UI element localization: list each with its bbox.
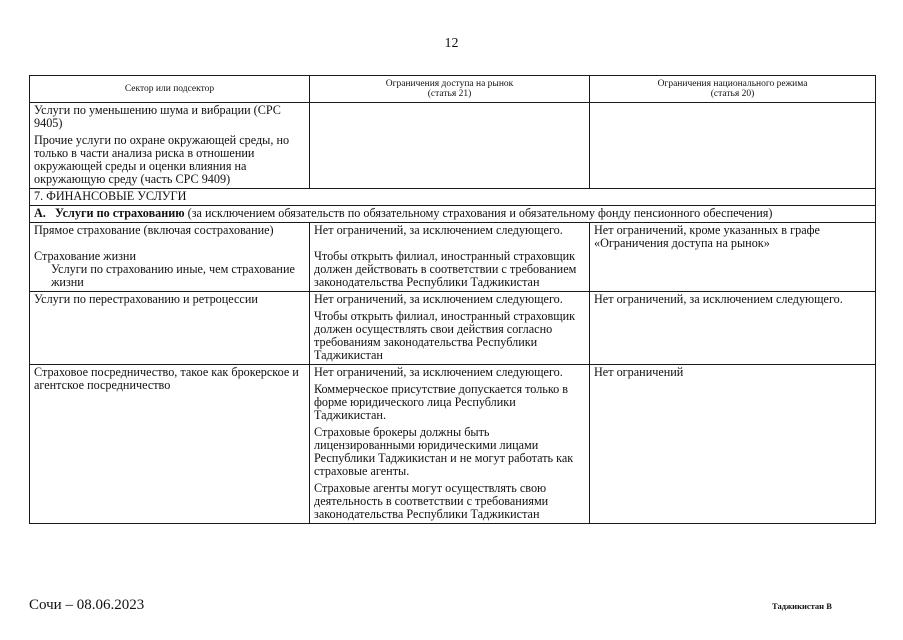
header-market-access-line1: Ограничения доступа на рынок: [385, 78, 514, 89]
commitments-table: [29, 75, 876, 524]
broker-ma-p4: Страховые агенты могут осуществлять свою деятельность в соответствии с требованиями законодательства Республики Таджикистан: [314, 481, 549, 521]
table-row-intermediation: [30, 365, 876, 524]
reinsurance-label: Услуги по перестрахованию и ретроцессии: [34, 292, 258, 306]
env-noise-services: Услуги по уменьшению шума и вибрации (СРС 9405): [34, 103, 281, 130]
cell-env-market-access: [310, 103, 590, 189]
header-national-treatment: [590, 76, 876, 103]
footer-place-date: Сочи – 08.06.2023: [29, 597, 145, 613]
direct-ma-p1: Нет ограничений, за исключением следующего.: [314, 223, 563, 237]
header-market-access-line2: (статья 21): [427, 89, 472, 99]
intermediation-label: Страховое посредничество, такое как брокерское и агентское посредничество: [34, 365, 299, 392]
table-row-direct-insurance: [30, 223, 876, 292]
cell-direct-sector: [30, 223, 310, 292]
cell-reins-national-treatment: [590, 292, 876, 365]
subsection-label: A.: [34, 206, 46, 220]
subsection-title: Услуги по страхованию: [55, 206, 185, 220]
non-life-insurance-label: Услуги по страхованию иные, чем страхование жизни: [51, 262, 295, 289]
cell-direct-market-access: [310, 223, 590, 292]
section-title-financial: 7. ФИНАНСОВЫЕ УСЛУГИ: [30, 189, 876, 206]
cell-reins-sector: [30, 292, 310, 365]
cell-direct-national-treatment: [590, 223, 876, 292]
table-row-reinsurance: [30, 292, 876, 365]
broker-nt-text: Нет ограничений: [594, 365, 684, 379]
table-row-environment: [30, 103, 876, 189]
header-market-access: [310, 76, 590, 103]
section-row-financial: [30, 189, 876, 206]
header-national-treatment-line2: (статья 20): [710, 89, 755, 99]
header-sector: [30, 76, 310, 103]
cell-reins-market-access: [310, 292, 590, 365]
life-insurance-label: Страхование жизни: [34, 249, 136, 263]
direct-nt-text: Нет ограничений, кроме указанных в графе «Ограничения доступа на рынок»: [594, 223, 820, 250]
cell-broker-sector: [30, 365, 310, 524]
broker-ma-p1: Нет ограничений, за исключением следующего.: [314, 365, 563, 379]
subsection-row-insurance: [30, 206, 876, 223]
page-number: 12: [444, 36, 459, 51]
reins-ma-p1: Нет ограничений, за исключением следующего.: [314, 292, 563, 306]
footer-country-code: Таджикистан B: [772, 601, 832, 611]
broker-ma-p3: Страховые брокеры должны быть лицензированными юридическими лицами Республики Таджикистан и не могут работать как страховые агенты.: [314, 425, 574, 478]
cell-broker-national-treatment: [590, 365, 876, 524]
broker-ma-p2: Коммерческое присутствие допускается только в форме юридического лица Республики Таджикистан.: [314, 382, 569, 422]
header-sector-label: Сектор или подсектор: [124, 83, 215, 94]
subsection-insurance: [30, 206, 876, 223]
direct-insurance-label: Прямое страхование (включая сострахование): [34, 223, 274, 237]
reins-ma-p2: Чтобы открыть филиал, иностранный страховщик должен осуществлять свои действия согласно требованиям законодательства Республики Таджикистан: [314, 309, 576, 362]
table-header-row: [30, 76, 876, 103]
direct-ma-p2: Чтобы открыть филиал, иностранный страховщик должен действовать в соответствии с требованием законодательства Республики Таджикистан: [314, 249, 577, 289]
header-national-treatment-line1: Ограничения национального режима: [657, 78, 808, 89]
cell-env-national-treatment: [590, 103, 876, 189]
cell-env-sector: [30, 103, 310, 189]
reins-nt-text: Нет ограничений, за исключением следующего.: [594, 292, 843, 306]
env-other-services: Прочие услуги по охране окружающей среды, но только в части анализа риска в отношении окружающей среды и оценки влияния на окружающую среду (часть СРС 9409): [34, 133, 290, 186]
cell-broker-market-access: [310, 365, 590, 524]
subsection-note: (за исключением обязательств по обязательному страхования и обязательному фонду пенсионного обеспечения): [184, 206, 773, 220]
